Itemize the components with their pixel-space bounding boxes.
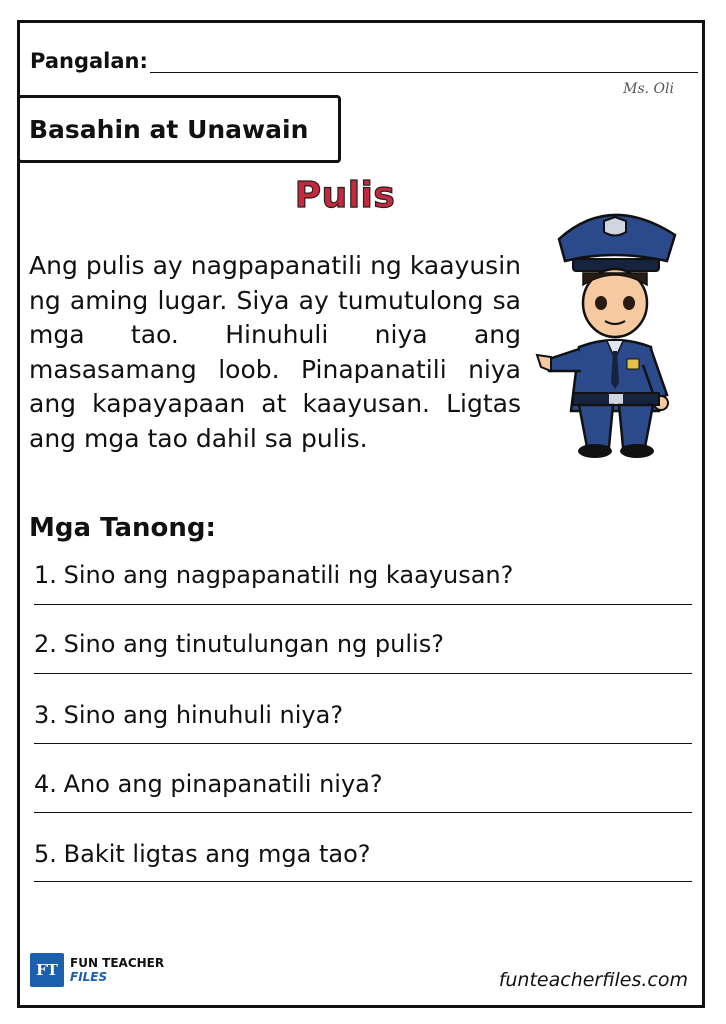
answer-line-4[interactable]: [34, 812, 692, 813]
answer-line-2[interactable]: [34, 673, 692, 674]
section-title-box: [17, 95, 341, 163]
question-1: [34, 561, 690, 589]
story-title: Pulis: [294, 175, 396, 216]
worksheet-page: [17, 20, 705, 1008]
question-text: Bakit ligtas ang mga tao?: [63, 840, 371, 868]
question-5: [34, 840, 690, 868]
footer-url[interactable]: funteacherfiles.com: [498, 969, 688, 991]
name-input-line[interactable]: [150, 52, 698, 73]
answer-line-3[interactable]: [34, 743, 692, 744]
question-number: 3.: [34, 701, 57, 729]
question-text: Ano ang pinapanatili niya?: [63, 770, 383, 798]
question-2: [34, 630, 690, 658]
name-row: [30, 49, 698, 73]
question-number: 4.: [34, 770, 57, 798]
section-title: Basahin at Unawain: [29, 114, 309, 144]
answer-line-5[interactable]: [34, 881, 692, 882]
author-signature: Ms. Oli: [623, 81, 674, 97]
question-number: 2.: [34, 630, 57, 658]
name-label: Pangalan:: [30, 49, 148, 73]
police-officer-illustration: [535, 199, 685, 461]
question-number: 5.: [34, 840, 57, 868]
question-number: 1.: [34, 561, 57, 589]
story-text: Ang pulis ay nagpapanatili ng kaayusin ng aming lugar. Siya ay tumutulong sa mga tao. Hinuhuli niya ang masasamang loob. Pinapanatili niya ang kapayapaan at kaayusan. Ligtas ang mga tao dahil sa pulis.: [29, 251, 521, 453]
logo-line-2: FILES: [70, 970, 108, 984]
logo-text: [70, 956, 164, 984]
logo-line-1: FUN TEACHER: [70, 956, 165, 970]
logo-mark: FT: [30, 953, 64, 987]
question-4: [34, 770, 690, 798]
question-3: [34, 701, 690, 729]
answer-line-1[interactable]: [34, 604, 692, 605]
question-text: Sino ang nagpapanatili ng kaayusan?: [63, 561, 514, 589]
brand-logo: [30, 953, 164, 987]
question-text: Sino ang tinutulungan ng pulis?: [63, 630, 444, 658]
question-text: Sino ang hinuhuli niya?: [63, 701, 344, 729]
questions-title: Mga Tanong:: [29, 513, 216, 543]
